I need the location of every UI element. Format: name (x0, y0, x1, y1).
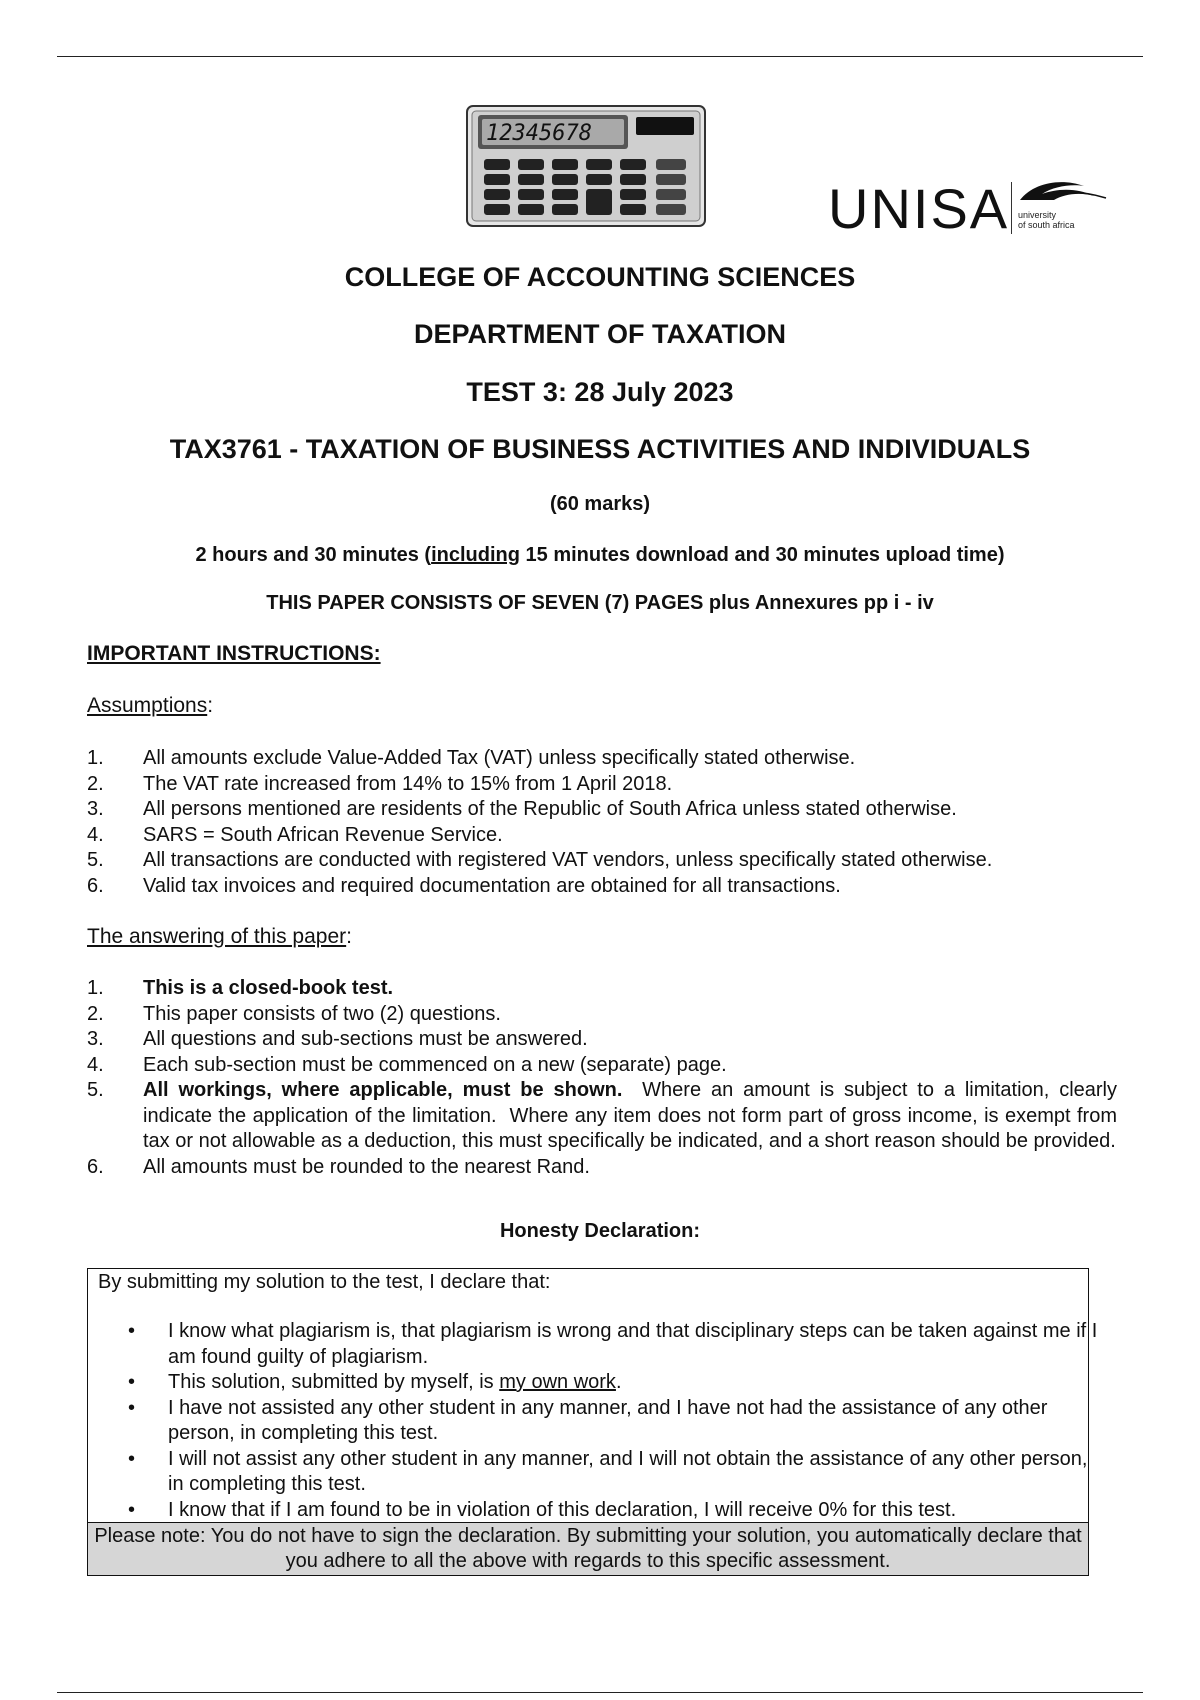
list-item: 1. This is a closed-book test. (87, 977, 394, 999)
answering-title: The answering of this paper (87, 925, 347, 948)
list-item: 2. This paper consists of two (2) questions. (87, 1002, 501, 1025)
test-heading: TEST 3: 28 July 2023 (466, 377, 734, 407)
course-heading: TAX3761 - TAXATION OF BUSINESS ACTIVITIES AND INDIVIDUALS (169, 434, 1031, 464)
list-item: 3. All questions and sub-sections must be answered. (87, 1028, 588, 1050)
declaration-note: Please note: You do not have to sign the declaration. By submitting your solution, you automatically declare that you adhere to all the above with regards to this specific assessment. (88, 1522, 1088, 1575)
calculator-image (466, 105, 706, 227)
pages-label: THIS PAPER CONSISTS OF SEVEN (7) PAGES plus Annexures pp i - iv (266, 592, 934, 614)
duration-pre: 2 hours and 30 minutes ( (195, 544, 432, 566)
assumptions-heading: Assumptions: (87, 694, 214, 717)
list-item: • I have not assisted any other student in any manner, and I have not had the assistance of any other person, in completing this test. (128, 1396, 1048, 1444)
top-rule (57, 56, 1143, 57)
list-item: • This solution, submitted by myself, is my own work. (128, 1371, 622, 1393)
list-item: • I know what plagiarism is, that plagiarism is wrong and that disciplinary steps can be taken against me if I am found guilty of plagiarism. (128, 1320, 1098, 1368)
declaration-intro: By submitting my solution to the test, I declare that: (98, 1271, 551, 1293)
list-item: 4. Each sub-section must be commenced on a new (separate) page. (87, 1053, 727, 1076)
answering-list (87, 976, 1123, 1180)
instructions-title: IMPORTANT INSTRUCTIONS: (87, 642, 381, 665)
duration-label (0, 544, 1200, 567)
list-item: 6. All amounts must be rounded to the nearest Rand. (87, 1155, 590, 1178)
assumptions-title: Assumptions (87, 694, 208, 717)
list-item: 2. The VAT rate increased from 14% to 15% from 1 April 2018. (87, 772, 673, 795)
unisa-logo (828, 178, 1108, 240)
declaration-box (87, 1268, 1098, 1576)
unisa-logo-divider (1011, 182, 1012, 234)
calculator-display-text: 12345678 (486, 121, 592, 146)
assumptions-list (87, 746, 1117, 899)
list-item: 5. All workings, where applicable, must be shown. Where an amount is subject to a limitation, clearly indicate the application of the limitation. Where any item does not form part of gross income, is exempt from tax or not allowable as a deduction, this must specifically be indicated, and a short reason should be provided. (87, 1079, 1123, 1152)
unisa-bird-icon (1014, 176, 1109, 210)
unisa-logo-subtitle: university of south africa (1018, 210, 1075, 230)
bottom-rule (57, 1692, 1143, 1693)
answering-heading: The answering of this paper: (87, 925, 352, 948)
declaration-title: Honesty Declaration: (499, 1220, 701, 1242)
duration-underlined: including (431, 544, 520, 566)
department-heading: DEPARTMENT OF TAXATION (414, 319, 786, 349)
list-item: • I will not assist any other student in any manner, and I will not obtain the assistance of any other person, in completing this test. (128, 1447, 1088, 1495)
declaration-list (118, 1319, 1098, 1523)
list-item: 4. SARS = South African Revenue Service. (87, 823, 503, 846)
duration-post: 15 minutes download and 30 minutes upload time) (519, 544, 1005, 566)
marks-label: (60 marks) (549, 493, 651, 515)
list-item: 1. All amounts exclude Value-Added Tax (VAT) unless specifically stated otherwise. (87, 747, 856, 769)
college-heading: COLLEGE OF ACCOUNTING SCIENCES (344, 262, 856, 292)
list-item: • I know that if I am found to be in violation of this declaration, I will receive 0% for this test. (128, 1498, 957, 1521)
unisa-logo-word: UNISA (828, 177, 1010, 240)
list-item: 3. All persons mentioned are residents of the Republic of South Africa unless stated otherwise. (87, 798, 957, 820)
list-item: 5. All transactions are conducted with registered VAT vendors, unless specifically stated otherwise. (87, 849, 993, 871)
list-item: 6. Valid tax invoices and required documentation are obtained for all transactions. (87, 874, 841, 897)
